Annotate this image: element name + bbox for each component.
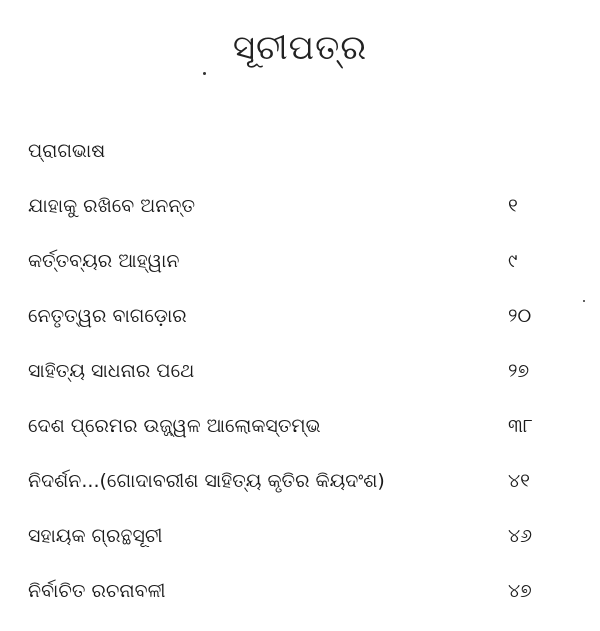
toc-entry-page: ୨୦ bbox=[508, 305, 532, 327]
toc-entry-page: ୪୭ bbox=[508, 580, 532, 602]
toc-entry-title: ଯାହାକୁ ରଖିବେ ଅନନ୍ତ bbox=[28, 195, 196, 217]
toc-entry bbox=[28, 246, 568, 301]
toc-entry bbox=[28, 576, 568, 631]
toc-entry-title: ସାହିତ୍ୟ ସାଧନାର ପଥେ bbox=[28, 360, 195, 382]
toc-entry-title: କର୍ତ୍ତବ୍ୟର ଆହ୍ୱାନ bbox=[28, 250, 180, 272]
toc-entry-title: ନିର୍ବାଚିତ ରଚନାବଳୀ bbox=[28, 580, 166, 602]
toc-entry bbox=[28, 411, 568, 466]
toc-entry-page: ୪୬ bbox=[508, 525, 533, 547]
print-speck bbox=[583, 300, 585, 302]
toc-entry-page: ୩୮ bbox=[508, 415, 533, 437]
toc-entry-page: ୪୧ bbox=[508, 470, 531, 492]
print-speck bbox=[203, 72, 206, 75]
toc-entry-title: ଦେଶ ପ୍ରେମର ଉଜ୍ଜ୍ୱଳ ଆଲୋକସ୍ତମ୍ଭ bbox=[28, 415, 321, 437]
toc-entry-title: ନେତୃତ୍ୱର ବାଗଡ଼ୋର bbox=[28, 305, 187, 327]
toc-entry bbox=[28, 136, 568, 191]
toc-entry bbox=[28, 356, 568, 411]
toc-entry bbox=[28, 466, 568, 521]
table-of-contents bbox=[28, 136, 568, 631]
toc-entry bbox=[28, 301, 568, 356]
toc-entry-page: ୨୭ bbox=[508, 360, 530, 382]
toc-entry-title: ନିଦର୍ଶନ...(ଗୋଦାବରୀଶ ସାହିତ୍ୟ କୃତିର କିୟଦଂଶ) bbox=[28, 470, 385, 492]
toc-entry-title: ପ୍ରାଗଭାଷ bbox=[28, 140, 106, 162]
toc-entry-page: ୧ bbox=[508, 195, 518, 217]
toc-entry bbox=[28, 191, 568, 246]
toc-entry bbox=[28, 521, 568, 576]
page-title: ସୂଚୀପତ୍ର bbox=[232, 28, 368, 68]
toc-entry-page: ୯ bbox=[508, 250, 518, 272]
toc-entry-title: ସହାୟକ ଗ୍ରନ୍ଥସୂଚୀ bbox=[28, 525, 163, 547]
